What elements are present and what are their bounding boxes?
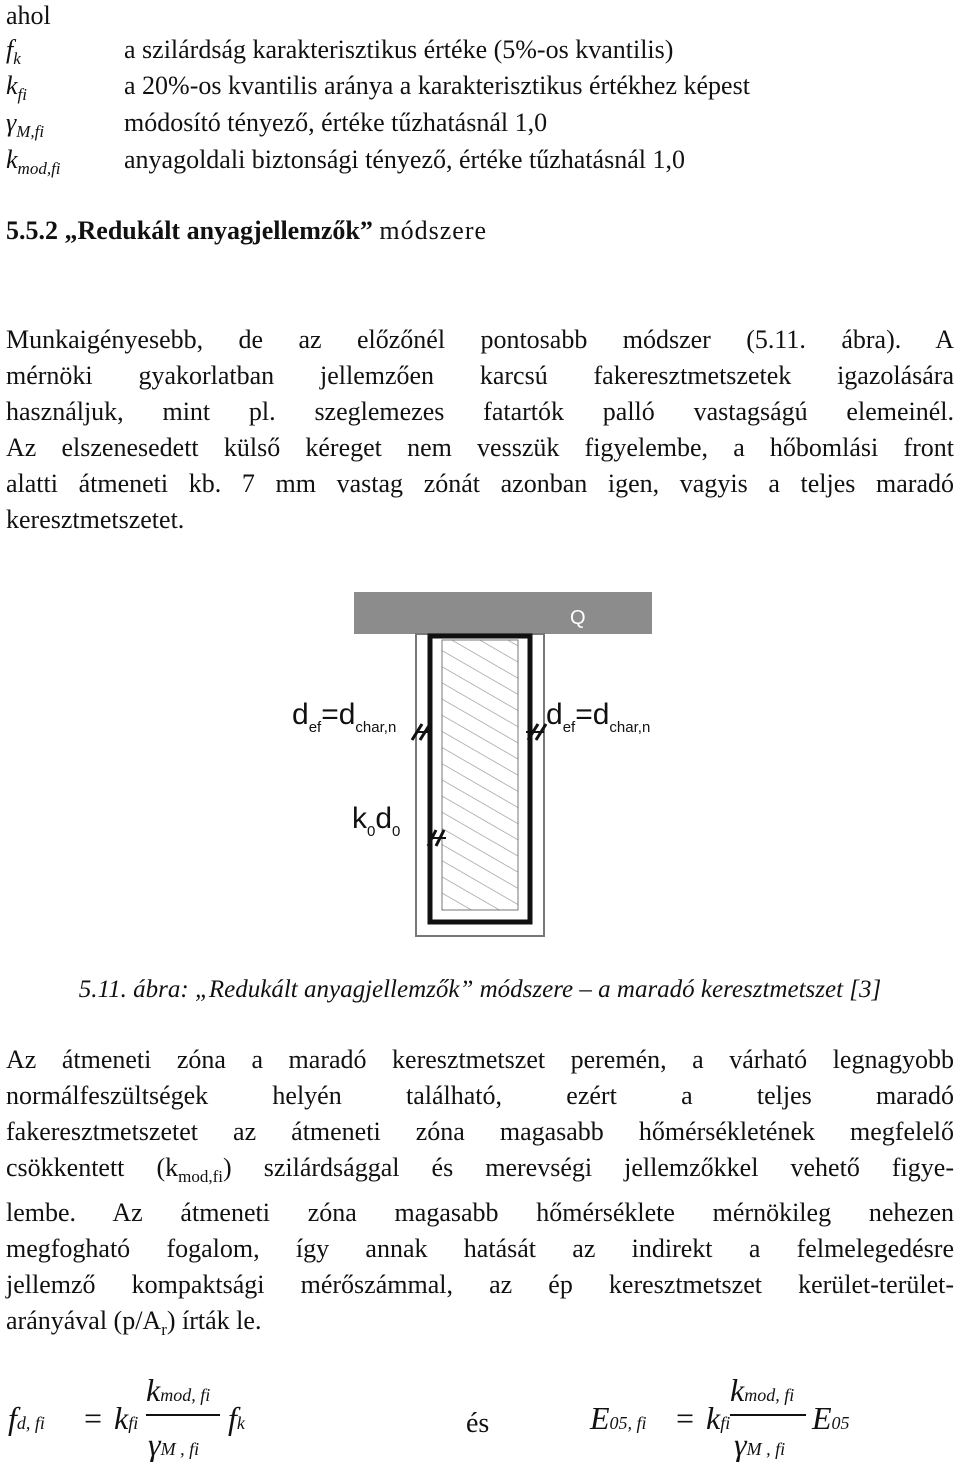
section-number: 5.5.2: [6, 216, 58, 245]
paragraph-transition-zone: [6, 1042, 954, 1348]
figure-caption: 5.11. ábra: „Redukált anyagjellemzők” módszere – a maradó keresztmetszet [3]: [78, 976, 882, 1003]
definition-text: anyagoldali biztonsági tényező, értéke tűzhatásnál 1,0: [124, 145, 685, 174]
eq-equals: =: [676, 1400, 695, 1436]
text-line: mérnöki gyakorlatban jellemzően karcsú fakeresztmetszetek igazolására: [6, 361, 954, 390]
eq-fd-fi: fd, fi: [8, 1400, 45, 1436]
text-line: csökkentett $(k_{mod,fi})$ szilárdsággal és merevségi jellemzőkkel vehető figye-: [6, 1153, 954, 1187]
eq-fk: fk: [228, 1400, 245, 1436]
eq-e05-fi: E05, fi: [590, 1400, 647, 1436]
section-heading: [6, 216, 487, 246]
figure-drawing: [270, 584, 670, 944]
hatched-core: [442, 640, 518, 910]
definition-symbol: $\gamma_{M,fi}$: [6, 108, 45, 142]
eq-k-fi: kfi: [706, 1400, 731, 1436]
text-line: használjuk, mint pl. szeglemezes fatartók palló vastagságú elemeinél.: [6, 397, 954, 426]
section-title-tail: módszere: [379, 216, 488, 245]
right-def-label: def=dchar,n: [546, 698, 651, 736]
paragraph-method-intro: [6, 322, 954, 538]
definition-text: módosító tényező, értéke tűzhatásnál 1,0: [124, 108, 548, 137]
text-line: normálfeszültségek helyén található, ezért a teljes maradó: [6, 1081, 954, 1110]
load-label: Q: [570, 607, 586, 629]
intro-word: ahol: [6, 1, 51, 30]
section-title: „Redukált anyagjellemzők”: [64, 216, 373, 245]
text-line: Az átmeneti zóna a maradó keresztmetszet peremén, a várható legnagyobb: [6, 1045, 954, 1074]
eq-numerator: kmod, fi: [146, 1372, 211, 1408]
residual-cross-section-figure: [270, 584, 670, 944]
eq-e05: E05: [812, 1400, 850, 1436]
eq-numerator: kmod, fi: [730, 1372, 795, 1408]
text-line: jellemző kompaktsági mérőszámmal, az ép keresztmetszet kerület-terület-: [6, 1270, 954, 1300]
text-line: lembe. Az átmeneti zóna magasabb hőmérséklete mérnökileg nehezen: [6, 1198, 954, 1228]
k0d0-label: k0d0: [352, 802, 401, 840]
eq-equals: =: [84, 1400, 103, 1436]
eq-k-fi: kfi: [114, 1400, 139, 1436]
left-def-label: def=dchar,n: [292, 698, 397, 736]
text-line: arányával $(p/A_r)$ írták le.: [6, 1306, 262, 1340]
definition-text: a 20%-os kvantilis aránya a karakterisztikus értékhez képest: [124, 71, 750, 100]
text-line: megfogható fogalom, így annak hatását az indirekt a felmelegedésre: [6, 1234, 954, 1264]
text-line: alatti átmeneti kb. 7 mm vastag zónát azonban igen, vagyis a teljes maradó: [6, 469, 954, 498]
definition-text: a szilárdság karakterisztikus értéke (5%-os kvantilis): [124, 35, 674, 64]
text-line: keresztmetszetet.: [6, 505, 185, 534]
eq-denominator: γM , fi: [148, 1426, 200, 1462]
eq-fraction-bar: [146, 1414, 220, 1416]
equation-connector: és: [466, 1408, 490, 1439]
definition-symbol: $k_{fi}$: [6, 71, 27, 105]
load-plate: [354, 592, 652, 634]
text-line: Az elszenesedett külső kéreget nem vesszük figyelembe, a hőbomlási front: [6, 433, 954, 462]
eq-fraction-bar: [730, 1414, 806, 1416]
text-line: Munkaigényesebb, de az előzőnél pontosabb módszer (5.11. ábra). A: [6, 325, 954, 354]
definition-symbol: $f_k$: [6, 35, 21, 69]
eq-denominator: γM , fi: [734, 1426, 786, 1462]
definition-symbol: $k_{mod,fi}$: [6, 145, 61, 179]
text-line: fakeresztmetszetet az átmeneti zóna magasabb hőmérsékletének megfelelő: [6, 1117, 954, 1146]
